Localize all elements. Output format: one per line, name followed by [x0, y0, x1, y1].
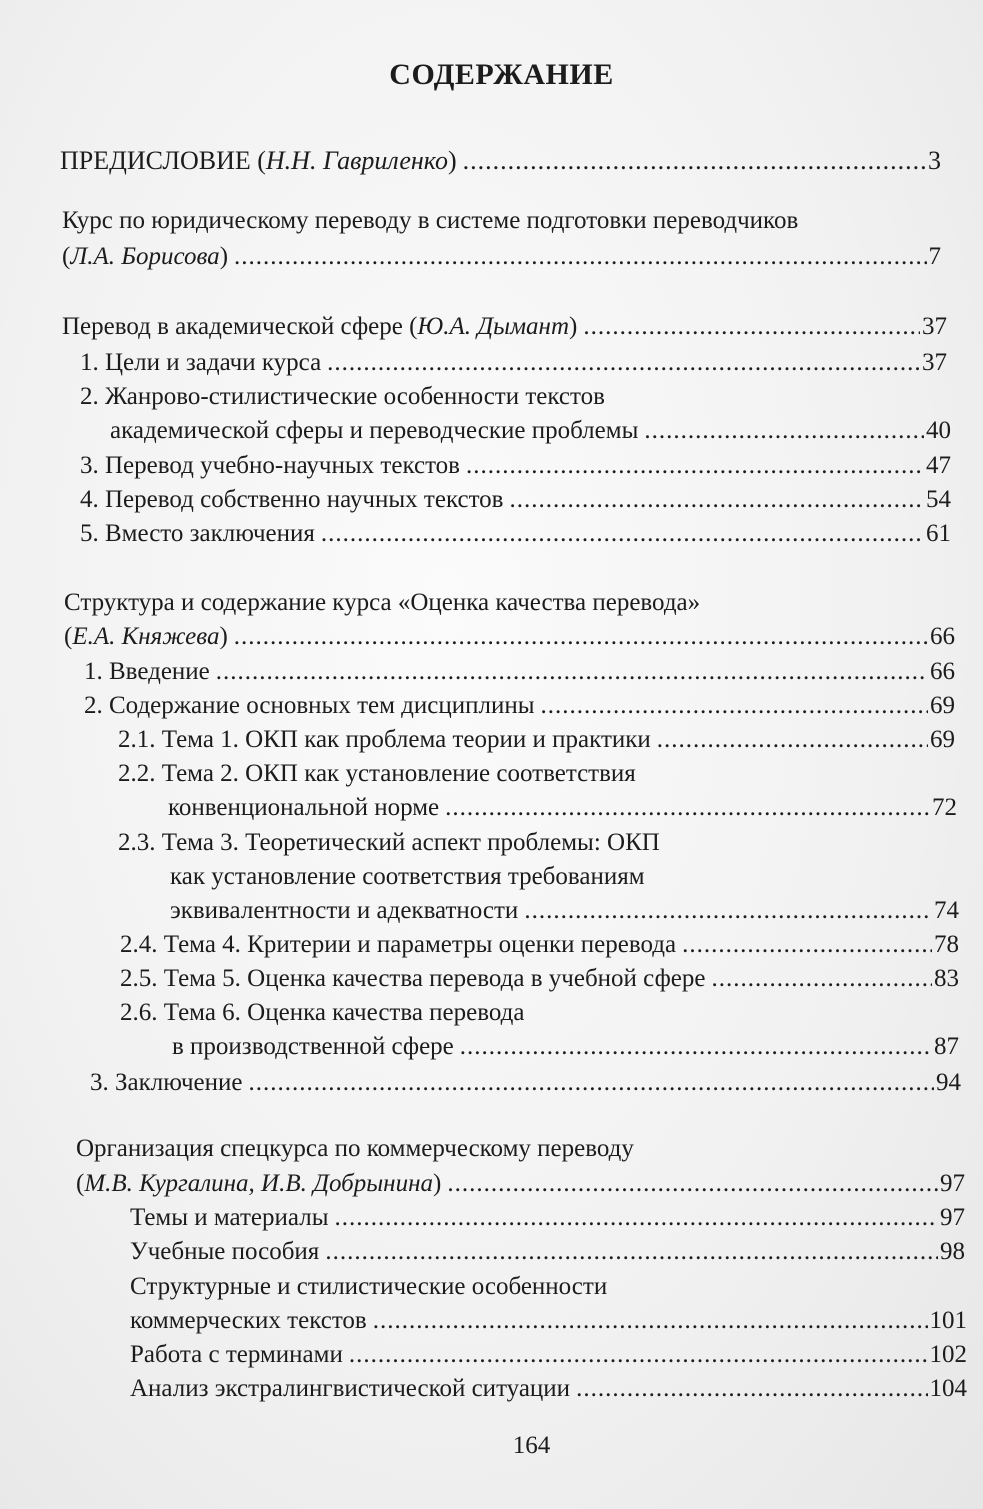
- toc-subitem-continued: конвенциональной норме ..... 72: [168, 791, 957, 825]
- dot-leader: [460, 1030, 932, 1064]
- dot-leader: [349, 1338, 928, 1372]
- dot-leader: [249, 1066, 935, 1100]
- toc-entry-title: Структура и содержание курса «Оценка качества перевода»: [64, 589, 701, 616]
- toc-subitem: Анализ экстралингвистической ситуации ..... 104: [130, 1372, 967, 1406]
- dot-leader: [321, 517, 924, 551]
- toc-entry-author: Е.А. Княжева: [72, 623, 220, 650]
- toc-subitem: 4. Перевод собственно научных текстов ..... 54: [80, 483, 951, 517]
- page-title: СОДЕРЖАНИЕ: [389, 58, 614, 91]
- toc-page-number: 74: [934, 897, 959, 924]
- page-number: 164: [512, 1432, 551, 1459]
- dot-leader: [216, 655, 928, 689]
- toc-subitem: Темы и материалы ..... 97: [130, 1201, 965, 1235]
- toc-entry-author: М.В. Кургалина, И.В. Добрынина: [84, 1170, 433, 1197]
- toc-entry-author: Ю.А. Дымант: [417, 313, 569, 340]
- toc-subitem: 1. Цели и задачи курса ..... 37: [80, 346, 947, 380]
- toc-subitem: Работа с терминами ..... 102: [130, 1338, 967, 1372]
- dot-leader: [327, 346, 920, 380]
- toc-entry-author: Л.А. Борисова: [70, 243, 220, 270]
- toc-entry-label: ПРЕДИСЛОВИЕ (: [60, 146, 266, 175]
- toc-entry-author-line: (Л.А. Борисова) ..... 7: [62, 240, 941, 274]
- toc-subitem: 2.3. Тема 3. Теоретический аспект проблемы: ОКП: [118, 829, 660, 856]
- toc-subitem: 2.2. Тема 2. ОКП как установление соответствия: [118, 760, 636, 787]
- dot-leader: [524, 894, 932, 928]
- toc-page-number: 98: [940, 1238, 965, 1265]
- toc-subitem: 2.1. Тема 1. ОКП как проблема теории и практики ..... 69: [118, 723, 955, 757]
- toc-page-number: 87: [934, 1033, 959, 1060]
- toc-entry-title: Организация спецкурса по коммерческому переводу: [76, 1135, 634, 1162]
- toc-subitem-continued: академической сферы и переводческие проблемы ..... 40: [110, 414, 951, 448]
- toc-entry-preface: ПРЕДИСЛОВИЕ (Н.Н. Гавриленко) ..... 3: [60, 144, 941, 178]
- dot-leader: [583, 310, 920, 344]
- toc-page-number: 97: [940, 1170, 965, 1197]
- dot-leader: [463, 144, 926, 178]
- toc-subitem: 2.5. Тема 5. Оценка качества перевода в учебной сфере ..... 83: [120, 962, 959, 996]
- dot-leader: [657, 723, 928, 757]
- dot-leader: [445, 791, 930, 825]
- toc-page-number: 72: [932, 794, 957, 821]
- toc-subitem: 1. Введение ..... 66: [84, 655, 955, 689]
- toc-page-number: 66: [930, 623, 955, 650]
- dot-leader: [711, 962, 932, 996]
- dot-leader: [373, 1304, 928, 1338]
- toc-entry-title: Курс по юридическому переводу в системе подготовки переводчиков: [62, 207, 799, 234]
- toc-subitem-continued: коммерческих текстов ..... 101: [130, 1304, 967, 1338]
- toc-subitem: 2. Содержание основных тем дисциплины ..... 69: [84, 689, 955, 723]
- dot-leader: [541, 689, 928, 723]
- toc-page-number: 83: [934, 965, 959, 992]
- dot-leader: [466, 449, 924, 483]
- toc-page-number: 47: [926, 452, 951, 479]
- toc-subitem: 5. Вместо заключения ..... 61: [80, 517, 951, 551]
- toc-entry-author: Н.Н. Гавриленко: [265, 146, 448, 175]
- toc-subitem: Учебные пособия ..... 98: [130, 1235, 965, 1269]
- toc-subitem: 3. Заключение ..... 94: [90, 1066, 961, 1100]
- toc-page-number: 54: [926, 486, 951, 513]
- toc-page-number: 97: [940, 1204, 965, 1231]
- toc-subitem-continued: в производственной сфере ..... 87: [172, 1030, 959, 1064]
- toc-subitem: Структурные и стилистические особенности: [130, 1273, 608, 1300]
- dot-leader: [509, 483, 924, 517]
- dot-leader: [447, 1167, 938, 1201]
- toc-page-number: 69: [930, 726, 955, 753]
- toc-subitem-continued: эквивалентности и адекватности ..... 74: [170, 894, 959, 928]
- toc-page-number: 66: [930, 658, 955, 685]
- dot-leader: [682, 928, 932, 962]
- toc-page-number: 40: [926, 417, 951, 444]
- toc-page-number: 37: [922, 349, 947, 376]
- dot-leader: [234, 620, 928, 654]
- toc-page-number: 78: [934, 931, 959, 958]
- toc-page-number: 69: [930, 692, 955, 719]
- toc-subitem: 2. Жанрово-стилистические особенности текстов: [80, 383, 605, 410]
- toc-subitem: 3. Перевод учебно-научных текстов ..... 47: [80, 449, 951, 483]
- toc-entry-author-line: (М.В. Кургалина, И.В. Добрынина) ..... 97: [76, 1167, 965, 1201]
- dot-leader: [335, 1201, 939, 1235]
- toc-subitem-continued: как установление соответствия требованиям: [170, 863, 645, 890]
- dot-leader: [234, 240, 926, 274]
- toc-page-number: 94: [936, 1069, 961, 1096]
- toc-page-number: 61: [926, 520, 951, 547]
- toc-page-number: 7: [928, 243, 941, 270]
- dot-leader: [325, 1235, 938, 1269]
- toc-subitem: 2.4. Тема 4. Критерии и параметры оценки перевода ..... 78: [120, 928, 959, 962]
- toc-page-number: 104: [929, 1375, 967, 1402]
- dot-leader: [576, 1372, 927, 1406]
- dot-leader: [644, 414, 924, 448]
- toc-page-number: 3: [928, 146, 941, 175]
- toc-entry-author-line: (Е.А. Княжева) ..... 66: [64, 620, 955, 654]
- toc-page-number: 37: [922, 313, 947, 340]
- toc-page-number: 102: [929, 1341, 967, 1368]
- toc-entry-title: Перевод в академической сфере (Ю.А. Дымант) ..... 37: [62, 310, 947, 344]
- toc-page-number: 101: [929, 1307, 967, 1334]
- toc-subitem: 2.6. Тема 6. Оценка качества перевода: [120, 999, 525, 1026]
